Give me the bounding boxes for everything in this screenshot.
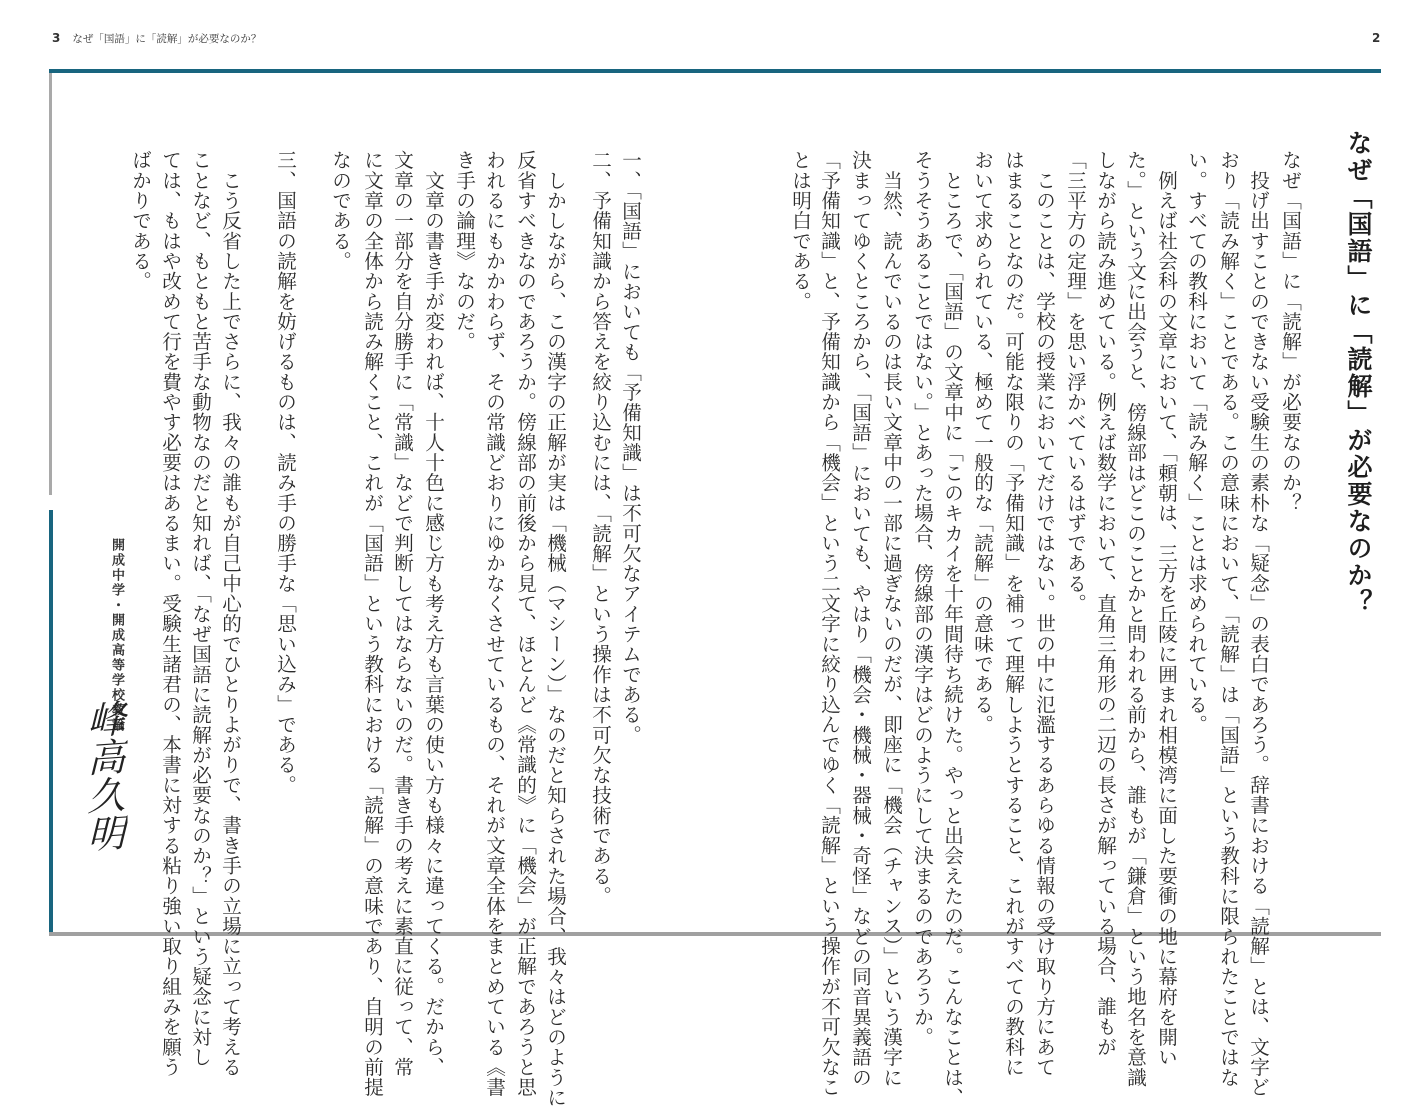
text-column: しながら読み進めている。例えば数学において、直角三角形の二辺の長さが解っている場合、誰もが: [1093, 150, 1117, 1057]
text-column: た。」という文に出会うと、傍線部はどこのことかと問われる前から、誰もが「鎌倉」という地名を意識: [1123, 150, 1147, 1088]
text-column: 文章の書き手が変われば、十人十色に感じ方も考え方も言葉の使い方も様々に違ってくる。だから、: [421, 150, 445, 1077]
text-column: われるにもかかわらず、その常識どおりにゆかなくさせているもの、それが文章全体をまとめている《書: [482, 150, 506, 1098]
article-title: なぜ「国語」に「読解」が必要なのか？: [1344, 130, 1373, 616]
text-column: ところで、「国語」の文章中に「このキカイを十年間待ち続けた。やっと出会えたのだ。こんなことは、: [940, 150, 964, 1107]
text-column: ばかりである。: [128, 150, 152, 292]
text-column: 「三平方の定理」を思い浮かべているはずである。: [1063, 150, 1087, 614]
text-column: しかしながら、この漢字の正解が実は「機械（マシーン）」なのだと知らされた場合、我々はどのように: [543, 150, 567, 1107]
bottom-rule: [49, 932, 1381, 936]
text-column: 投げ出すことのできない受験生の素朴な「疑念」の表白であろう。辞書における「読解」とは、文字ど: [1246, 150, 1270, 1098]
text-column: こう反省した上でさらに、我々の誰もが自己中心的でひとりよがりで、書き手の立場に立って考える: [218, 150, 242, 1077]
text-column: はまることなのだ。可能な限りの「予備知識」を補って理解しようとすること、これがすべての教科に: [1001, 150, 1025, 1077]
text-column: 一、「国語」においても「予備知識」は不可欠なアイテムである。: [618, 150, 642, 745]
text-column: 例えば社会科の文章において、「頼朝は、三方を丘陵に囲まれ相模湾に面した要衝の地に幕府を開い: [1154, 150, 1178, 1068]
text-column: い。すべての教科において「読み解く」ことは求められている。: [1184, 150, 1208, 735]
author-signature: 峰高久明: [81, 698, 125, 854]
left-rule-gray: [49, 73, 52, 495]
left-page-number: 3: [52, 31, 61, 45]
text-column: 三、国語の読解を妨げるものは、読み手の勝手な「思い込み」である。: [273, 150, 297, 795]
text-column: このことは、学校の授業においてだけではない。世の中に氾濫するあらゆる情報の受け取り方にあて: [1032, 150, 1056, 1077]
text-column: おいて求められている、極めて一般的な「読解」の意味である。: [970, 150, 994, 735]
text-column: なのである。: [328, 150, 352, 271]
text-column: なぜ「国語」に「読解」が必要なのか？: [1278, 150, 1302, 513]
right-page-number: 2: [1372, 31, 1381, 45]
left-rule-blue: [49, 510, 53, 934]
running-head: [52, 31, 261, 46]
text-column: 「予備知識」と、予備知識から「機会」という二文字に絞り込んでゆく「読解」という操作が不可欠なこ: [817, 150, 841, 1098]
running-title: なぜ「国語」に「読解」が必要なのか？: [72, 33, 262, 45]
author-affiliation: 開成中学・開成高等学校教論: [109, 538, 124, 733]
text-column: 反省すべきなのであろうか。傍線部の前後から見て、ほとんど《常識的》に「機会」が正解であろうと思: [513, 150, 537, 1098]
text-column: き手の論理》なのだ。: [452, 150, 476, 352]
text-column: 決まってゆくところから、「国語」においても、やはり「機会・機械・器械・奇怪」などの同音異義語の: [848, 150, 872, 1088]
text-column: 文章の一部分を自分勝手に「常識」などで判断してはならないのだ。書き手の考えに素直に従って、常: [390, 150, 414, 1077]
top-rule: [49, 69, 1381, 73]
text-column: ことなど、もともと苦手な動物なのだと知れば、「なぜ国語に読解が必要なのか？」という疑念に対し: [188, 150, 212, 1068]
text-column: とは明白である。: [788, 150, 812, 312]
text-column: ては、もはや改めて行を費やす必要はあるまい。受験生諸君の、本書に対する粘り強い取り組みを願う: [158, 150, 182, 1077]
text-column: おり「読み解く」ことである。この意味において、「読解」は「国語」という教科に限られたことではな: [1216, 150, 1240, 1088]
text-column: 当然、読んでいるのは長い文章中の一部に過ぎないのだが、即座に「機会（チャンス）」という漢字に: [879, 150, 903, 1088]
text-column: 二、予備知識から答えを絞り込むには、「読解」という操作は不可欠な技術である。: [588, 150, 612, 906]
text-column: に文章の全体から読み解くこと、これが「国語」という教科における「読解」の意味であり、自明の前提: [360, 150, 384, 1098]
text-column: そうそうあることではない。」とあった場合、傍線部の漢字はどのようにして決まるのであろうか。: [910, 150, 934, 1047]
